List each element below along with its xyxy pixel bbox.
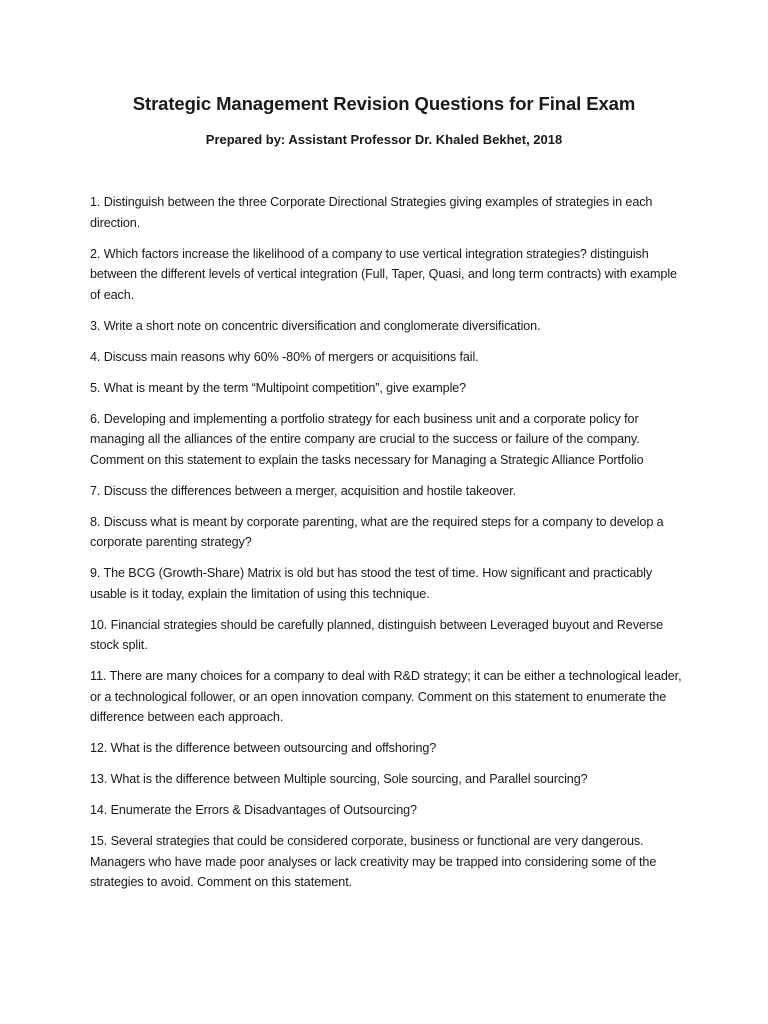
question-10: 10. Financial strategies should be carefully planned, distinguish between Leveraged buyout and Reverse stock split. [90,617,663,652]
question-11: 11. There are many choices for a company to deal with R&D strategy; it can be either a technological leader, or a technological follower, or an open innovation company. Comment on this statement to enumerate the difference between each approach. [90,669,682,724]
question-14: 14. Enumerate the Errors & Disadvantages of Outsourcing? [90,803,417,817]
page-title: Strategic Management Revision Questions for Final Exam [132,93,636,114]
question-12: 12. What is the difference between outsourcing and offshoring? [90,741,437,755]
page-subtitle: Prepared by: Assistant Professor Dr. Khaled Bekhet, 2018 [205,132,563,147]
question-9: 9. The BCG (Growth-Share) Matrix is old but has stood the test of time. How significant and practicably usable is it today, explain the limitation of using this technique. [90,566,653,601]
question-6: 6. Developing and implementing a portfolio strategy for each business unit and a corporate policy for managing all the alliances of the entire company are crucial to the success or failure of the company. Comment on this statement to explain the tasks necessary for Managing a Strategic Alliance Portfolio [90,411,644,467]
question-15: 15. Several strategies that could be considered corporate, business or functional are very dangerous. Managers who have made poor analyses or lack creativity may be trapped into considering some of the strategies to avoid. Comment on this statement. [90,834,657,889]
question-1: 1. Distinguish between the three Corporate Directional Strategies giving examples of strategies in each direction. [90,195,653,230]
question-2: 2. Which factors increase the likelihood of a company to use vertical integration strategies? distinguish between the different levels of vertical integration (Full, Taper, Quasi, and long term contracts) with example of each. [90,246,677,302]
question-7: 7. Discuss the differences between a merger, acquisition and hostile takeover. [90,483,517,498]
question-3: 3. Write a short note on concentric diversification and conglomerate diversification. [90,318,541,333]
question-5: 5. What is meant by the term “Multipoint competition”, give example? [90,380,467,395]
question-8: 8. Discuss what is meant by corporate parenting, what are the required steps for a company to develop a corporate parenting strategy? [90,514,664,549]
question-13: 13. What is the difference between Multiple sourcing, Sole sourcing, and Parallel sourcing? [90,772,588,786]
question-4: 4. Discuss main reasons why 60% -80% of mergers or acquisitions fail. [90,349,479,364]
question-list [90,192,682,903]
